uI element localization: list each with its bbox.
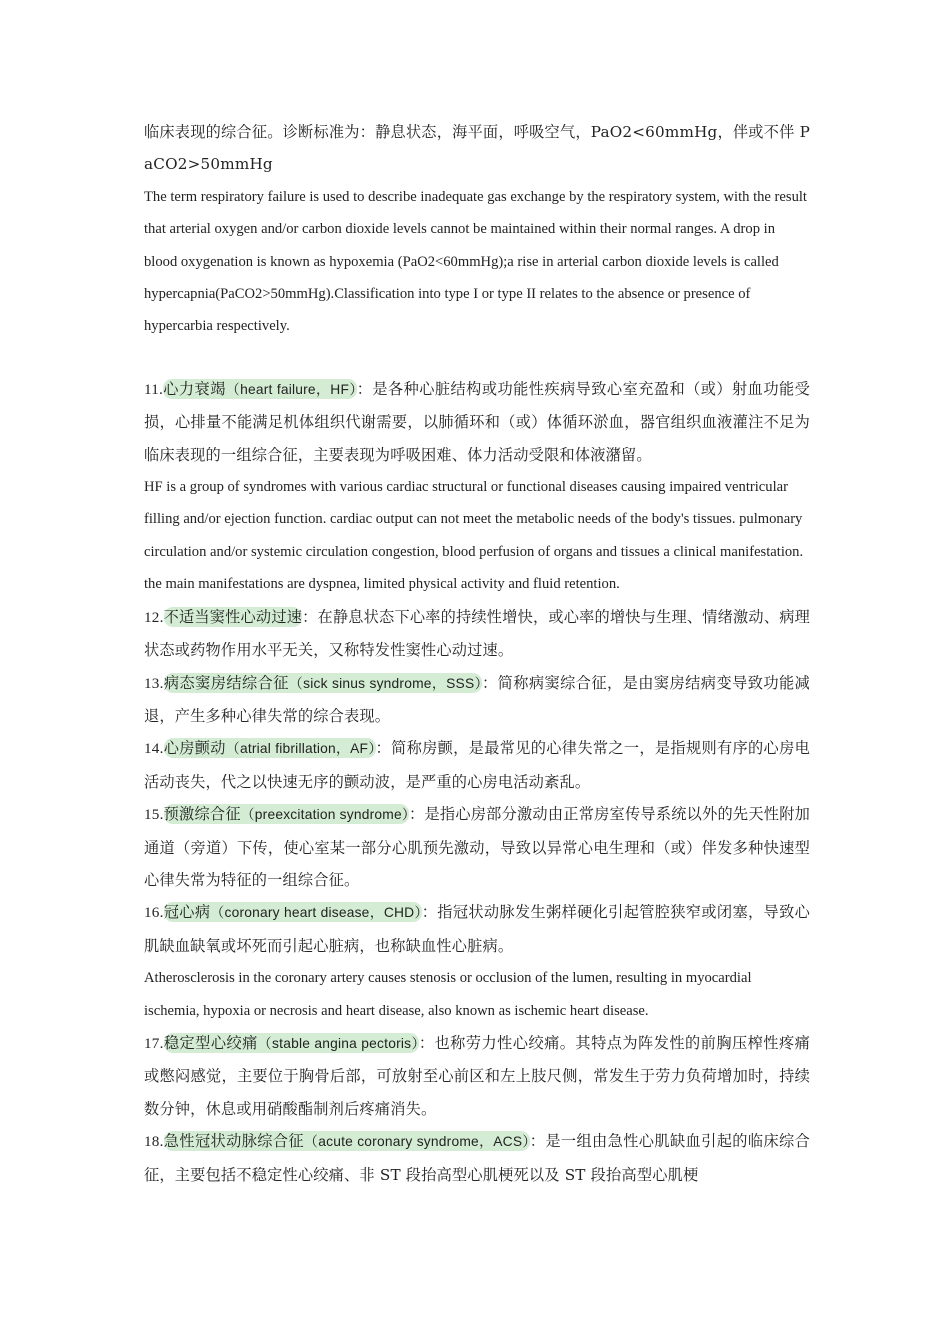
highlighted-term — [164, 902, 422, 922]
entry-number: 18. — [144, 1133, 164, 1151]
term-colon: ： — [375, 739, 392, 758]
term-cn: 不适当窦性心动过速 — [163, 607, 303, 626]
highlighted-term — [164, 607, 303, 627]
term-cn: 病态窦房结综合征 — [163, 673, 289, 692]
entry-definition-cn — [144, 1027, 810, 1125]
definition-text: 是指心房部分激动由正常房室传导系统以外的先天性附加通道（旁道）下传，使心室某一部分心肌预先激动，导致以异常心电生理和（或）伴发多种快速型心律失常为特征的一组综合征。 — [144, 805, 811, 889]
highlighted-term — [164, 1131, 530, 1151]
highlighted-term — [164, 673, 482, 693]
term-colon: ： — [409, 805, 425, 824]
term-cn: 急性冠状动脉综合征 — [163, 1132, 305, 1151]
entry-13 — [144, 667, 810, 733]
entry-11 — [144, 373, 810, 601]
term-cn: 稳定型心绞痛 — [163, 1033, 258, 1052]
entry-definition-cn — [144, 1125, 810, 1191]
entry-number: 11. — [144, 380, 164, 398]
entry-12 — [144, 601, 810, 667]
term-colon: ： — [481, 673, 498, 692]
entry-english: HF is a group of syndromes with various cardiac structural or functional diseases causing impaired ventricular filling and/or ejection function. cardiac output can not meet the metabolic needs of the body's tissues. pulmonary circulation and/or systemic circulation congestion, blood perfusion of organs and tissues a clinical manifestation. the main manifestations are dyspnea, limited physical activity and fluid retention. — [144, 479, 804, 593]
definition-text: 简称房颤，是最常见的心律失常之一，是指规则有序的心房电活动丧失，代之以快速无序的颤动波，是严重的心房电活动紊乱。 — [144, 739, 810, 791]
section-gap — [144, 343, 810, 373]
entry-english: Atherosclerosis in the coronary artery causes stenosis or occlusion of the lumen, resulting in myocardial ischemia, hypoxia or necrosis and heart disease, also known as ischemic heart disease. — [144, 970, 752, 1019]
entry-number: 15. — [144, 806, 164, 824]
entry-definition-cn — [144, 601, 810, 667]
term-en: （heart failure，HF） — [225, 381, 357, 397]
entry-14 — [144, 732, 810, 798]
entry-number: 17. — [144, 1034, 164, 1052]
term-colon: ： — [302, 607, 318, 626]
term-cn: 心房颤动 — [163, 739, 226, 758]
entry-15 — [144, 798, 810, 896]
entry-definition-cn — [144, 373, 810, 471]
entry-definition-cn — [144, 667, 810, 733]
term-en: （stable angina pectoris） — [257, 1035, 419, 1051]
term-colon: ： — [418, 1033, 435, 1052]
term-cn: 预激综合征 — [163, 805, 241, 824]
definition-text: 在静息状态下心率的持续性增快，或心率的增快与生理、情绪激动、病理状态或药物作用水平无关，又称特发性窦性心动过速。 — [144, 607, 810, 660]
entry-definition-cn — [144, 896, 810, 962]
term-colon: ： — [356, 379, 373, 398]
highlighted-term — [164, 1033, 419, 1053]
term-en: （sick sinus syndrome，SSS） — [288, 675, 482, 691]
definition-text: 指冠状动脉发生粥样硬化引起管腔狭窄或闭塞，导致心肌缺血缺氧或坏死而引起心脏病，也称缺血性心脏病。 — [144, 903, 810, 955]
term-colon: ： — [421, 903, 438, 922]
term-colon: ： — [529, 1132, 546, 1151]
entry-number: 13. — [144, 674, 164, 692]
term-cn: 冠心病 — [163, 903, 211, 922]
entry-18 — [144, 1125, 810, 1191]
entry-definition-cn — [144, 732, 810, 798]
entry-definition-cn — [144, 798, 810, 896]
highlighted-term — [164, 804, 409, 824]
highlighted-term — [164, 738, 376, 758]
intro-paragraph-en: The term respiratory failure is used to describe inadequate gas exchange by the respiratory system, with the result that arterial oxygen and/or carbon dioxide levels cannot be maintained within their normal ranges. A drop in blood oxygenation is known as hypoxemia (PaO2<60mmHg);a rise in arterial carbon dioxide levels is called hypercapnia(PaCO2>50mmHg).Classification into type I or type II relates to the absence or presence of hypercarbia respectively. — [144, 188, 807, 335]
term-en: （acute coronary syndrome，ACS） — [304, 1134, 530, 1150]
document-body — [144, 116, 810, 1191]
definition-text: 是一组由急性心肌缺血引起的临床综合征，主要包括不稳定性心绞痛、非 ST 段抬高型心肌梗死以及 ST 段抬高型心肌梗 — [144, 1132, 810, 1184]
definition-text: 也称劳力性心绞痛。其特点为阵发性的前胸压榨性疼痛或憋闷感觉，主要位于胸骨后部，可放射至心前区和左上肢尺侧，常发生于劳力负荷增加时，持续数分钟，休息或用硝酸酯制剂后疼痛消失。 — [144, 1033, 810, 1118]
intro-paragraph-cn: 临床表现的综合征。诊断标准为：静息状态，海平面，呼吸空气，PaO2<60mmHg，伴或不伴 PaCO2>50mmHg — [144, 123, 810, 174]
entry-number: 16. — [144, 904, 164, 922]
definition-text: 是各种心脏结构或功能性疾病导致心室充盈和（或）射血功能受损，心排量不能满足机体组织代谢需要，以肺循环和（或）体循环淤血，器官组织血液灌注不足为临床表现的一组综合征，主要表现为呼吸困难、体力活动受限和体液潴留。 — [144, 379, 810, 464]
entry-17 — [144, 1027, 810, 1125]
term-en: （coronary heart disease，CHD） — [210, 905, 422, 921]
term-en: （preexcitation syndrome） — [240, 807, 410, 823]
entry-number: 14. — [144, 740, 164, 758]
definition-text: 简称病窦综合征，是由窦房结病变导致功能减退，产生多种心律失常的综合表现。 — [144, 673, 810, 725]
term-en: （atrial fibrillation，AF） — [225, 741, 376, 757]
term-cn: 心力衰竭 — [163, 379, 226, 398]
entry-16 — [144, 896, 810, 1027]
entry-number: 12. — [144, 608, 164, 626]
highlighted-term — [163, 379, 357, 399]
